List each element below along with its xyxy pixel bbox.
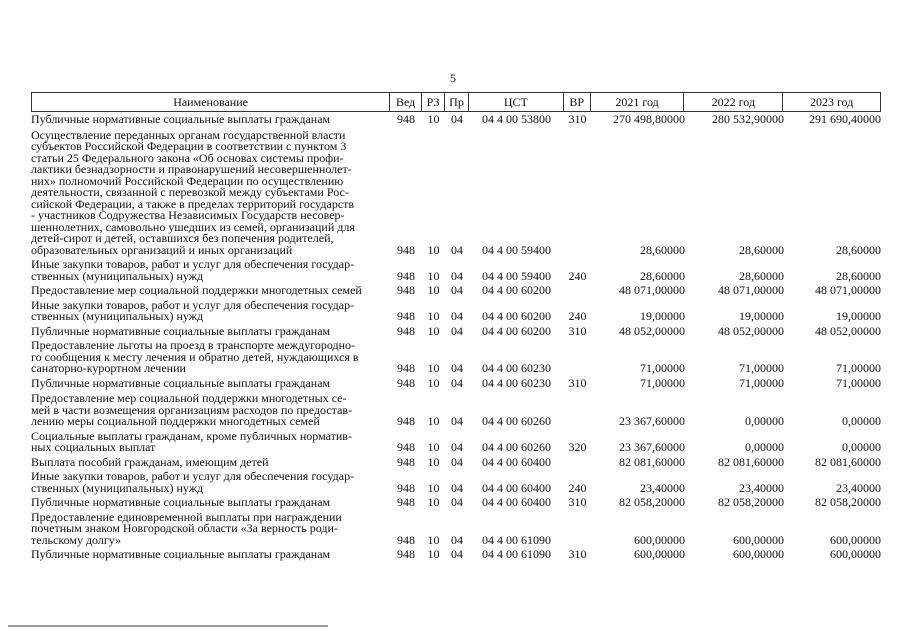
cell-ved: 948 [397,361,415,375]
cell-ved: 948 [397,547,415,561]
table-row [31,127,881,258]
cell-name: Иные закупки товаров, работ и услуг для обеспечения государ- ственных (муниципальных) нужд [31,469,355,495]
cell-rz: 10 [427,242,440,257]
cell-rz: 10 [427,112,440,126]
cell-pr: 04 [451,454,463,469]
header-vr: ВР [564,93,591,111]
table-row [31,497,881,510]
cell-y2021: 48 052,00000 [619,323,685,338]
cell-name: Предоставление льготы на проезд в транспорте междугородно- го сообщения к месту лечения и обратно детей, нуждающихся в санаторно-курортном лечении [31,338,359,375]
cell-name: Предоставление мер социальной поддержки многодетных семей [31,283,362,297]
cell-vr: 310 [568,495,587,509]
header-2023: 2023 год [809,95,854,109]
header-2022: 2022 год [684,93,783,111]
cell-y2023: 71,00000 [836,375,881,390]
cell-cst: 04 4 00 61090 [482,532,551,547]
cell-vr: 240 [568,268,587,283]
cell-y2021: 82 058,20000 [619,495,685,509]
cell-rz: 10 [427,547,440,561]
cell-y2021: 23 367,60000 [619,414,685,428]
cell-rz: 10 [427,309,440,323]
table-row [31,471,881,495]
cell-y2022: 600,00000 [733,547,784,561]
cell-cst: 04 4 00 60400 [482,480,551,495]
cell-y2023: 28,60000 [836,242,881,257]
cell-pr: 04 [451,532,463,547]
cell-y2022: 23,40000 [739,480,784,495]
cell-rz: 10 [427,414,440,428]
cell-y2021: 28,60000 [640,268,685,283]
cell-rz: 10 [427,495,440,509]
header-cst: ЦСТ [469,93,564,111]
cell-name: Предоставление единовременной выплаты при награждении почетным знаком Новгородской области «За верность роди- тельскому долгу» [31,509,342,547]
cell-y2022: 280 532,90000 [712,112,784,126]
cell-y2022: 19,00000 [739,309,784,323]
cell-cst: 04 4 00 60400 [482,495,551,509]
cell-y2022: 600,00000 [733,532,784,547]
cell-y2021: 23 367,60000 [619,440,685,454]
cell-pr: 04 [451,268,463,283]
cell-y2021: 600,00000 [634,532,685,547]
table-row [31,375,881,391]
cell-vr: 310 [568,547,587,561]
cell-y2021: 600,00000 [634,547,685,561]
cell-pr: 04 [451,242,463,257]
cell-pr: 04 [451,361,463,375]
cell-rz: 10 [427,283,440,297]
table-row [31,509,881,548]
cell-pr: 04 [451,414,463,428]
cell-rz: 10 [427,268,440,283]
cell-rz: 10 [427,454,440,469]
cell-ved: 948 [397,242,415,257]
cell-ved: 948 [397,268,415,283]
cell-y2023: 600,00000 [830,547,881,561]
cell-cst: 04 4 00 60230 [482,375,551,390]
cell-ved: 948 [397,480,415,495]
cell-name: Публичные нормативные социальные выплаты гражданам [31,323,331,338]
cell-ved: 948 [397,283,415,297]
cell-cst: 04 4 00 60200 [482,309,551,323]
cell-y2023: 71,00000 [836,361,881,375]
cell-y2023: 82 058,20000 [815,495,881,509]
table-header [31,92,881,112]
cell-cst: 04 4 00 53800 [482,112,551,126]
header-rz: РЗ [422,93,445,111]
cell-pr: 04 [451,309,463,323]
table-row [31,428,881,455]
cell-ved: 948 [397,414,415,428]
header-pr: Пр [445,93,469,111]
header-ved: Вед [390,93,422,111]
cell-pr: 04 [451,480,463,495]
cell-name: Предоставление мер социальной поддержки многодетных се- мей в части возмещения организациям расходов по предостав- лению меры социальной поддержки многодетных семей [31,391,353,428]
cell-rz: 10 [427,375,440,390]
cell-y2023: 28,60000 [836,268,881,283]
cell-pr: 04 [451,283,463,297]
cell-y2022: 48 071,00000 [718,283,784,297]
cell-y2022: 28,60000 [739,268,784,283]
cell-y2023: 19,00000 [836,309,881,323]
table-body [31,114,881,562]
cell-cst: 04 4 00 60200 [482,283,551,297]
cell-y2021: 19,00000 [640,309,685,323]
cell-pr: 04 [451,440,463,454]
cell-ved: 948 [397,323,415,338]
cell-cst: 04 4 00 60260 [482,414,551,428]
cell-name: Публичные нормативные социальные выплаты гражданам [31,375,331,390]
cell-rz: 10 [427,480,440,495]
page-number: 5 [450,71,456,85]
header-2021: 2021 год [591,93,685,111]
cell-cst: 04 4 00 60200 [482,323,551,338]
cell-pr: 04 [451,375,463,390]
cell-vr [564,297,591,298]
table-row [31,285,881,298]
cell-name: Выплата пособий гражданам, имеющим детей [31,454,269,469]
cell-ved: 948 [397,454,415,469]
cell-y2022: 48 052,00000 [718,323,784,338]
table-row [31,393,881,429]
cell-y2021: 270 498,80000 [613,112,685,126]
cell-vr: 310 [568,323,587,338]
table-row [31,340,881,376]
cell-cst: 04 4 00 60230 [482,361,551,375]
cell-rz: 10 [427,361,440,375]
cell-ved: 948 [397,375,415,390]
cell-y2021: 82 081,60000 [619,454,685,469]
cell-rz: 10 [427,440,440,454]
table-row [31,454,881,470]
cell-y2023: 82 081,60000 [815,454,881,469]
cell-vr: 320 [568,440,587,454]
cell-name: Иные закупки товаров, работ и услуг для обеспечения государ- ственных (муниципальных) нужд [31,257,355,283]
cell-y2022: 71,00000 [739,361,784,375]
cell-y2023: 0,00000 [842,414,881,428]
cell-y2022: 28,60000 [739,242,784,257]
cell-vr [564,428,591,429]
cell-pr: 04 [451,323,463,338]
cell-ved: 948 [397,309,415,323]
cell-ved: 948 [397,532,415,547]
cell-y2022: 0,00000 [745,414,784,428]
cell-y2023: 291 690,40000 [809,112,881,126]
cell-cst: 04 4 00 61090 [482,547,551,561]
cell-vr: 240 [568,309,587,323]
cell-vr [564,468,591,469]
cell-pr: 04 [451,112,463,126]
cell-y2022: 82 058,20000 [718,495,784,509]
cell-name: Публичные нормативные социальные выплаты гражданам [31,495,331,509]
cell-vr: 310 [568,112,587,126]
cell-y2021: 28,60000 [640,242,685,257]
cell-ved: 948 [397,495,415,509]
cell-cst: 04 4 00 59400 [482,268,551,283]
cell-y2022: 82 081,60000 [718,454,784,469]
cell-y2021: 71,00000 [640,361,685,375]
cell-y2021: 71,00000 [640,375,685,390]
table-row [31,297,881,324]
divider [8,625,328,627]
cell-ved: 948 [397,112,415,126]
table-row [31,549,881,562]
cell-y2022: 71,00000 [739,375,784,390]
cell-pr: 04 [451,547,463,561]
cell-vr: 240 [568,480,587,495]
cell-name: Осуществление переданных органам государственной власти субъектов Российской Федерации в соответствии с пунктом 3 статьи 25 Федерального закона «Об основах системы профи- лактики безнадзорности и правонарушений несовершеннолет- них» полномочий Российской Федерации по осуществлению деятельности, связанной с перевозкой между субъектами Рос- сийской Федерации, а также в пределах территорий государств - участников Содружества Независимых Государств несовер- шеннолетних, самовольно ушедших из семей, организаций для детей-сирот и детей, оставшихся без попечения родителей, образовательных организаций и иных организаций [31,127,355,257]
cell-y2021: 23,40000 [640,480,685,495]
cell-name: Публичные нормативные социальные выплаты гражданам [31,112,331,126]
cell-y2023: 23,40000 [836,480,881,495]
cell-cst: 04 4 00 60260 [482,440,551,454]
cell-cst: 04 4 00 59400 [482,242,551,257]
cell-name: Иные закупки товаров, работ и услуг для обеспечения государ- ственных (муниципальных) нужд [31,297,355,323]
cell-y2023: 48 071,00000 [815,283,881,297]
table-row [31,323,881,339]
table-row [31,114,881,127]
cell-name: Социальные выплаты гражданам, кроме публичных норматив- ных социальных выплат [31,428,352,454]
cell-y2023: 600,00000 [830,532,881,547]
cell-y2023: 0,00000 [842,440,881,454]
cell-vr [564,256,591,257]
cell-cst: 04 4 00 60400 [482,454,551,469]
cell-name: Публичные нормативные социальные выплаты гражданам [31,547,331,561]
cell-y2023: 48 052,00000 [815,323,881,338]
header-name: Наименование [32,93,390,111]
cell-y2021: 48 071,00000 [619,283,685,297]
cell-ved: 948 [397,440,415,454]
cell-pr: 04 [451,495,463,509]
cell-rz: 10 [427,532,440,547]
table-row [31,259,881,283]
cell-vr: 310 [568,375,587,390]
cell-y2022: 0,00000 [745,440,784,454]
cell-rz: 10 [427,323,440,338]
